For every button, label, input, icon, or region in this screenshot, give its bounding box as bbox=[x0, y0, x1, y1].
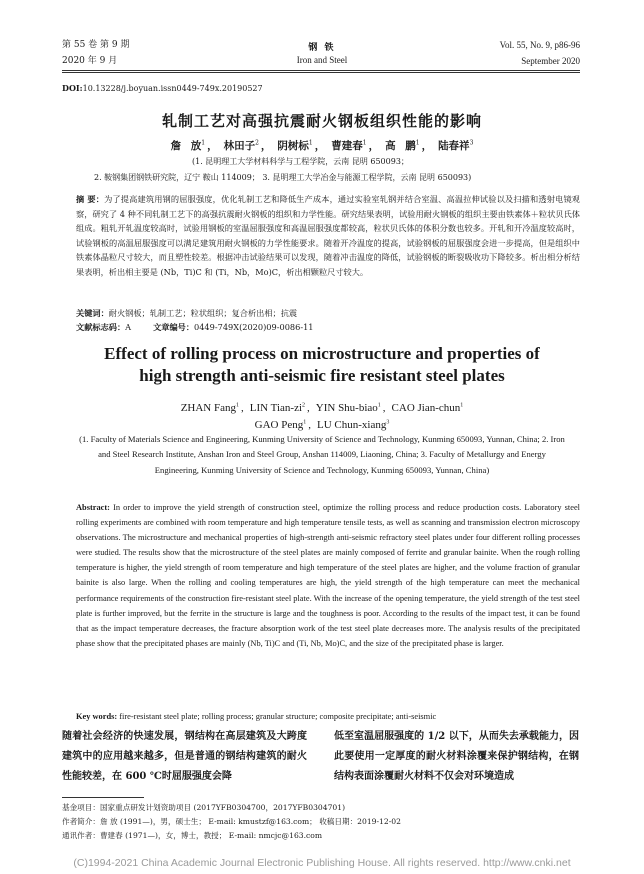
abstract-en bbox=[76, 500, 580, 651]
volume-issue-cn: 第 55 卷 第 9 期 bbox=[62, 40, 130, 50]
author bbox=[438, 140, 473, 152]
page-title-en-line2: high strength anti-seismic fire resistant steel plates bbox=[139, 366, 505, 385]
author-name: LU Chun-xiang bbox=[316, 418, 387, 431]
author-name: 高 鹏 bbox=[385, 140, 416, 152]
author-name: ZHAN Fang bbox=[180, 401, 237, 414]
authors-en-line2: GAO Peng$^1$ , LU Chun-xiang$^3$ bbox=[254, 418, 390, 431]
author bbox=[224, 140, 259, 152]
author-affiliation-mark: 2 bbox=[255, 139, 259, 147]
article-no-value: 0449-749X(2020)09-0086-11 bbox=[194, 322, 314, 332]
journal-name-en: Iron and Steel bbox=[296, 55, 348, 65]
affiliation-cn-1: (1. 昆明理工大学材料科学与工程学院，云南 昆明 650093； bbox=[192, 157, 409, 166]
abstract-cn-text: 为了提高建筑用钢的屈服强度，优化轧制工艺和降低生产成本，通过实验室轧钢并结合室温、高温拉伸试验以及扫描和透射电镜观察，研究了 4 种不同轧制工艺下的高强抗震耐火钢板的组织和力学性能。研究结果表明，试验用耐火钢板的组织主要由铁素体＋粒状贝氏体组成。粗轧开轧温度较高时，试验用钢板的室温屈服强度和高温屈服强度都较高，粒状贝氏体的体积分数也较多。开轧和开冷温度较高时，试验钢板的高温屈服强度可以满足建筑用耐火钢板的力学性能要求。随着开冷温度的提高，试验钢板的屈服强度会进一步提高，但是组织中铁素体晶粒尺寸较大，而且塑性较差。根据冲击试验结果可以发现，随着冲击温度的降低，试验钢板的断裂吸收功下降较多。析出相分析结果表明，析出相主要是 (Nb，Ti)C 和 (Ti，Nb，Mo)C，析出相颗粒尺寸较大。 bbox=[76, 194, 580, 277]
author-affiliation-mark: 1 bbox=[201, 139, 206, 147]
keywords-cn bbox=[76, 306, 297, 320]
author-name: CAO Jian-chun bbox=[391, 401, 461, 414]
author bbox=[181, 402, 239, 414]
author-affiliation-mark: 1 bbox=[303, 419, 307, 425]
author-name: 陆春祥 bbox=[438, 140, 470, 152]
clc-line bbox=[76, 320, 314, 334]
author-name: 阴树标 bbox=[277, 140, 309, 152]
keywords-cn-label: 关键词： bbox=[76, 308, 109, 318]
footnote-fund: 基金项目：国家重点研发计划资助项目 (2017YFB0304700，2017YFB0304701) bbox=[62, 803, 346, 812]
author-name: YIN Shu-biao bbox=[315, 401, 378, 414]
author bbox=[171, 140, 205, 152]
author bbox=[392, 402, 464, 414]
author-affiliation-mark: 3 bbox=[469, 139, 474, 147]
keywords-en-text: fire-resistant steel plate; rolling process; granular structure; composite precipitate; anti-seismic bbox=[119, 712, 437, 721]
author-name: GAO Peng bbox=[254, 418, 304, 431]
author-affiliation-mark: 3 bbox=[386, 419, 390, 425]
abstract-en-label: Abstract: bbox=[76, 503, 110, 512]
footnote-author-intro: 作者简介：詹 放 (1991—)，男，硕士生； E-mail: kmustzf@163.com； 收稿日期：2019-12-02 bbox=[62, 817, 401, 826]
author-name: 林田子 bbox=[223, 140, 256, 152]
body-left-column: 随着社会经济的快速发展，钢结构在高层建筑及大跨度建筑中的应用越来越多，但是普通的钢结构建筑的耐火性能较差，在 600 ℃时屈服强度会降 bbox=[62, 731, 307, 782]
date-cn: 2020 年 9 月 bbox=[62, 56, 118, 66]
page-title-en-line1: Effect of rolling process on microstructure and properties of bbox=[104, 344, 540, 363]
keywords-en-label: Key words: bbox=[76, 712, 118, 721]
keywords-cn-text: 耐火钢板；轧制工艺；粒状组织；复合析出相；抗震 bbox=[108, 308, 298, 318]
page-title-cn: 轧制工艺对高强抗震耐火钢板组织性能的影响 bbox=[161, 112, 482, 130]
authors-cn: 詹 放$^1$ ， 林田子$^2$ ， 阴树标$^1$ ， 曹建春$^1$ ， 高 鹏$^1$ ， 陆春祥$^3$ bbox=[170, 139, 474, 152]
author bbox=[331, 140, 366, 152]
body-right-column: 低至室温屈服强度的 1/2 以下，从而失去承载能力，因此要使用一定厚度的耐火材料涂覆来保护钢结构，在钢结构表面涂覆耐火材料不仅会对环境造成 bbox=[334, 731, 579, 782]
author bbox=[317, 419, 389, 431]
affiliation-cn-2: 2. 鞍钢集团钢铁研究院，辽宁 鞍山 114009； 3. 昆明理工大学冶金与能源工程学院，云南 昆明 650093) bbox=[94, 173, 472, 182]
author-affiliation-mark: 1 bbox=[460, 402, 464, 408]
footnote-corresponding: 通讯作者：曹建春 (1971—)，女，博士，教授； E-mail: nmcjc@163.com bbox=[62, 831, 323, 840]
journal-name-cn: 钢 铁 bbox=[308, 43, 336, 53]
author-affiliation-mark: 1 bbox=[236, 402, 240, 408]
footnote-rule bbox=[62, 797, 144, 798]
keywords-en bbox=[76, 709, 580, 724]
author-name: 詹 放 bbox=[170, 140, 202, 152]
clc-label: 文献标志码： bbox=[76, 322, 126, 332]
article-no-label: 文章编号： bbox=[153, 322, 195, 332]
doi bbox=[62, 83, 263, 93]
abstract-en-text: In order to improve the yield strength of construction steel, optimize the rolling process and reduce production costs. Laboratory steel rolling experiments are combined with room temperature and high temperature tensile tests, as well as scanning and transmission electron microscopy observations. The microstructure and mechanical properties of high-strength anti-seismic refractory steel plates under four different rolling processes were studied. The results show that the microstructure of the steel plates are mainly composed of ferrite and granular bainite. When the rough rolling temperature is higher, the yield strength of room temperature and high temperature of the steel plates are higher, and the volume fraction of granular bainite is also large. When the rolling and cooling temperatures are high, the yield strength of the high temperature can meet the mechanical performance requirements of the construction fire-resistant steel plate. With the increase of the opening temperature, the yield strength of the test steel plate is further improved, but the ferrite in the structure is large and the toughness is poor. According to the results of the impact test, it can be found that as the impact temperature decreases, the fracture absorption work of the test steel plate decreases more. The analysis results of the precipitated phase show that the precipitated phases are mainly (Nb, Ti)C and (Ti, Nb, Mo)C, and the size of the precipitated phase is larger. bbox=[76, 503, 581, 648]
author bbox=[385, 140, 419, 152]
author-name: 曹建春 bbox=[331, 140, 363, 152]
author bbox=[250, 402, 305, 414]
header-rule-second bbox=[62, 72, 580, 73]
author-affiliation-mark: 1 bbox=[308, 139, 313, 147]
date-en: September 2020 bbox=[521, 56, 580, 66]
copyright-watermark: (C)1994-2021 China Academic Journal Electronic Publishing House. All rights reserved. http://www.cnki.net bbox=[73, 857, 571, 869]
author-affiliation-mark: 1 bbox=[415, 139, 420, 147]
clc-value: A bbox=[125, 322, 132, 332]
author bbox=[277, 140, 312, 152]
header-rule bbox=[62, 70, 580, 71]
author-affiliation-mark: 1 bbox=[362, 139, 367, 147]
author bbox=[255, 419, 307, 431]
abstract-cn-label: 摘 要： bbox=[76, 194, 105, 204]
author-name: LIN Tian-zi bbox=[249, 401, 303, 414]
doi-value[interactable]: 10.13228/j.boyuan.issn0449-749x.20190527 bbox=[82, 84, 263, 93]
doi-label: DOI: bbox=[62, 83, 83, 93]
abstract-cn bbox=[76, 192, 580, 280]
volume-issue-en: Vol. 55, No. 9, p86-96 bbox=[499, 40, 580, 50]
authors-en-line1: ZHAN Fang$^1$ , LIN Tian-$zi^2$ , YIN Shu-biao$^1$ , CAO Jian-chun$^1$ bbox=[180, 401, 464, 414]
affiliations-en: (1. Faculty of Materials Science and Engineering, Kunming University of Science and Technology, Kunming 650093, Yunnan, China; 2. Iron and Steel Research Institute, Anshan Iron and Steel Group, Anshan 114009, Liaoning, China; 3. Faculty of Metallurgy and Energy Engineering, Kunming University of Science and Technology, Kunming 650093, Yunnan, China) bbox=[79, 434, 565, 475]
author bbox=[316, 402, 381, 414]
author-affiliation-mark: 2 bbox=[302, 402, 306, 408]
author-affiliation-mark: 1 bbox=[377, 402, 381, 408]
